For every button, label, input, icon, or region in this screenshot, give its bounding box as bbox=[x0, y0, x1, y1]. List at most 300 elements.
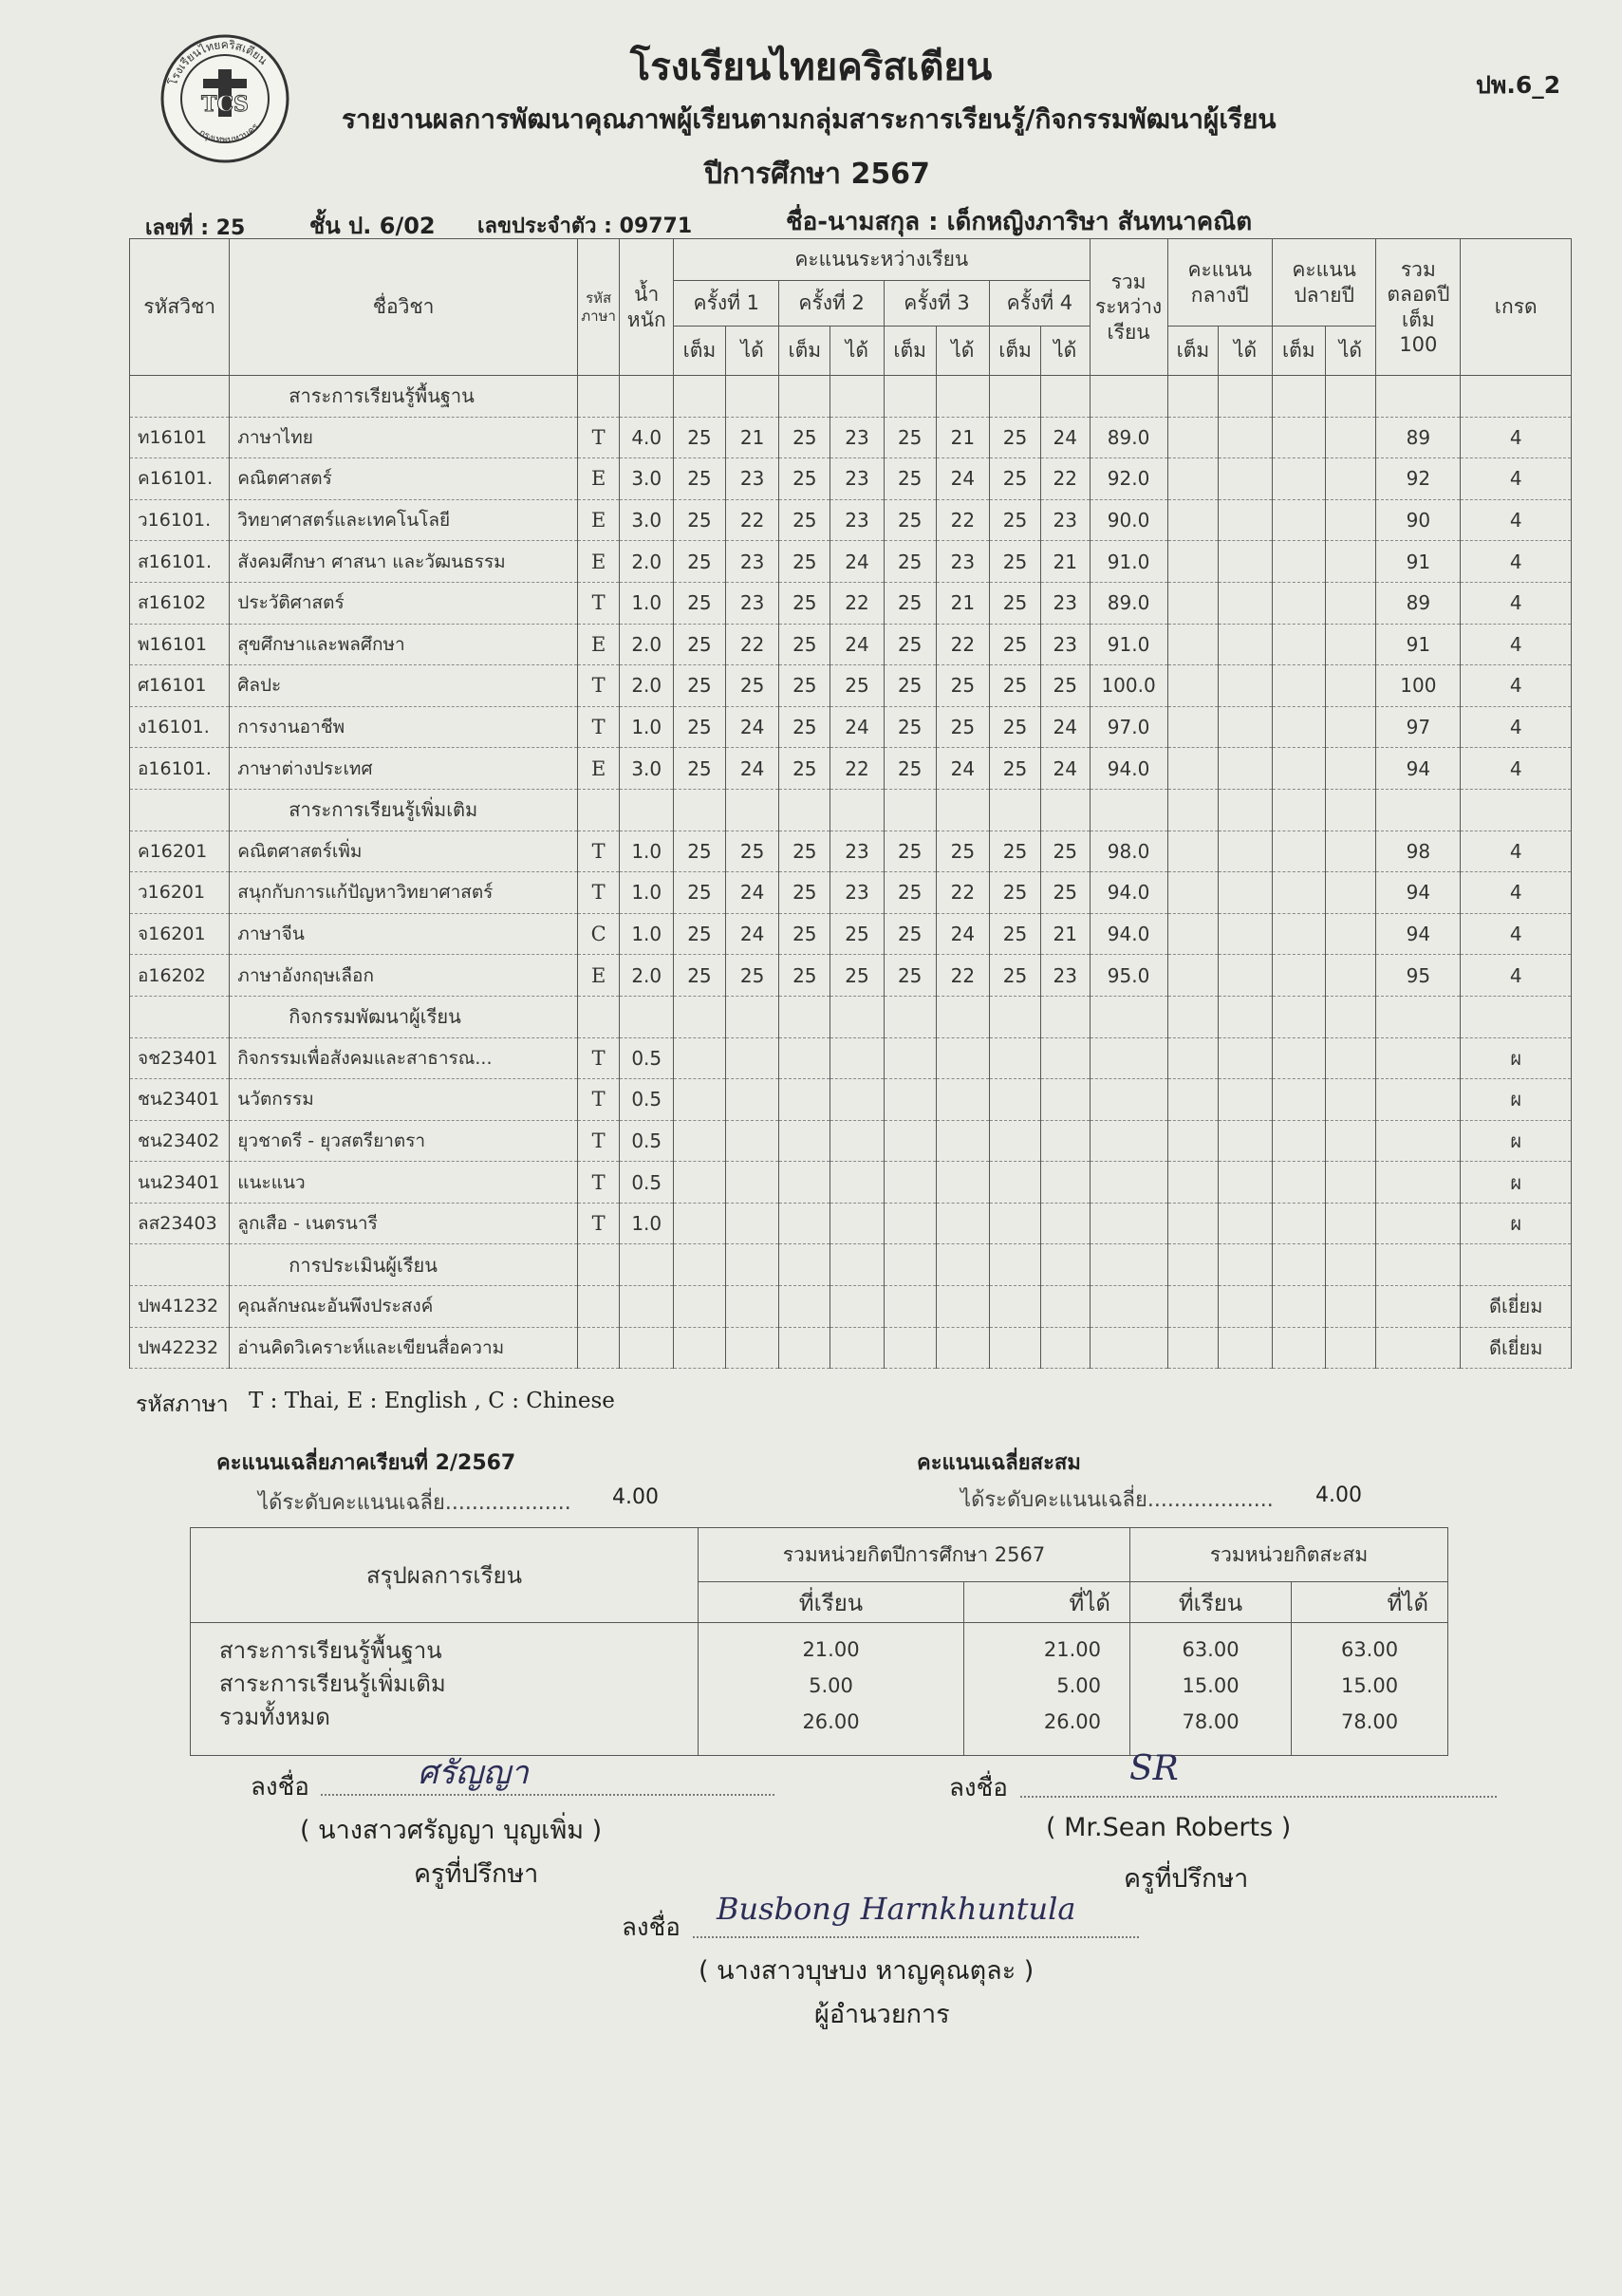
subject-name: อ่านคิดวิเคราะห์และเขียนสื่อความ bbox=[230, 1327, 578, 1369]
earned-score: 25 bbox=[725, 955, 779, 997]
empty-cell bbox=[1272, 1037, 1325, 1079]
code-cell bbox=[130, 996, 230, 1037]
earned-score bbox=[936, 1286, 990, 1328]
full-score: 25 bbox=[779, 955, 830, 997]
student-id: เลขประจำตัว : 09771 bbox=[477, 215, 693, 238]
summary-value: 63.00 bbox=[1182, 1638, 1240, 1661]
full-score: 25 bbox=[990, 706, 1041, 748]
summary-value: 26.00 bbox=[1043, 1709, 1102, 1733]
subject-name: สนุกกับการแก้ปัญหาวิทยาศาสตร์ bbox=[230, 872, 578, 914]
empty-cell bbox=[1219, 955, 1273, 997]
subject-name: ภาษาอังกฤษเลือก bbox=[230, 955, 578, 997]
earned-score bbox=[725, 1162, 779, 1204]
code-cell bbox=[130, 1244, 230, 1286]
empty-cell bbox=[1219, 1203, 1273, 1244]
empty-cell bbox=[1272, 458, 1325, 500]
section-row bbox=[130, 996, 1572, 1037]
col-header-year-total bbox=[1376, 239, 1461, 376]
empty-cell bbox=[1325, 1286, 1376, 1328]
full-score: 25 bbox=[884, 499, 936, 541]
full-score: 25 bbox=[884, 458, 936, 500]
summary-label: สาระการเรียนรู้เพิ่มเติม bbox=[219, 1670, 446, 1697]
year-total bbox=[1376, 1079, 1461, 1121]
subject-name: ประวัติศาสตร์ bbox=[230, 582, 578, 624]
col-header-code: รหัสวิชา bbox=[130, 239, 230, 376]
earned-score bbox=[1040, 1203, 1090, 1244]
credit-weight: 0.5 bbox=[620, 1037, 674, 1079]
empty-cell bbox=[1167, 458, 1219, 500]
empty-cell bbox=[830, 789, 885, 831]
earned-score bbox=[830, 1203, 885, 1244]
subject-code: ง16101. bbox=[130, 706, 230, 748]
earned-score bbox=[936, 1162, 990, 1204]
credit-weight: 0.5 bbox=[620, 1120, 674, 1162]
summary-cum-earned-header: ที่ได้ bbox=[1292, 1582, 1448, 1623]
language-code: E bbox=[577, 624, 620, 665]
empty-cell bbox=[990, 376, 1041, 418]
section-label: การประเมินผู้เรียน bbox=[230, 1244, 578, 1286]
credit-weight bbox=[620, 1327, 674, 1369]
term-average-value: 4.00 bbox=[612, 1485, 659, 1509]
earned-score: 25 bbox=[830, 955, 885, 997]
empty-cell bbox=[936, 1244, 990, 1286]
subject-name: ภาษาไทย bbox=[230, 417, 578, 458]
col-header-round4: ครั้งที่ 4 bbox=[990, 281, 1090, 327]
full-score: 25 bbox=[990, 417, 1041, 458]
empty-cell bbox=[990, 996, 1041, 1037]
during-total: 91.0 bbox=[1090, 624, 1167, 665]
during-total bbox=[1090, 1162, 1167, 1204]
col-header-lang bbox=[577, 239, 620, 376]
director-sign-label: ลงชื่อ bbox=[622, 1913, 680, 1942]
col-header-weight bbox=[620, 239, 674, 376]
earned-score: 25 bbox=[936, 706, 990, 748]
grade-cell: 4 bbox=[1461, 831, 1572, 872]
language-code: T bbox=[577, 706, 620, 748]
empty-cell bbox=[830, 376, 885, 418]
credit-weight: 2.0 bbox=[620, 955, 674, 997]
col-header-got: ได้ bbox=[1325, 327, 1376, 376]
earned-score: 24 bbox=[936, 913, 990, 955]
empty-cell bbox=[1325, 1162, 1376, 1204]
empty-cell bbox=[779, 376, 830, 418]
full-score: 25 bbox=[674, 955, 726, 997]
right-sign-label: ลงชื่อ bbox=[949, 1774, 1008, 1802]
empty-cell bbox=[1272, 376, 1325, 418]
during-total: 100.0 bbox=[1090, 665, 1167, 707]
summary-value: 21.00 bbox=[1043, 1638, 1102, 1661]
subject-row bbox=[130, 1162, 1572, 1204]
empty-cell bbox=[1167, 499, 1219, 541]
empty-cell bbox=[1272, 1120, 1325, 1162]
year-total: 97 bbox=[1376, 706, 1461, 748]
empty-cell bbox=[1167, 706, 1219, 748]
earned-score: 24 bbox=[936, 748, 990, 790]
full-score: 25 bbox=[779, 748, 830, 790]
earned-score: 24 bbox=[1040, 706, 1090, 748]
during-total: 91.0 bbox=[1090, 541, 1167, 583]
empty-cell bbox=[1272, 541, 1325, 583]
earned-score: 23 bbox=[830, 499, 885, 541]
full-score: 25 bbox=[674, 748, 726, 790]
full-score: 25 bbox=[779, 831, 830, 872]
empty-cell bbox=[1325, 1327, 1376, 1369]
earned-score: 24 bbox=[725, 706, 779, 748]
empty-cell bbox=[1167, 1037, 1219, 1079]
summary-label: รวมทั้งหมด bbox=[219, 1703, 330, 1730]
earned-score: 24 bbox=[830, 624, 885, 665]
empty-cell bbox=[1167, 1162, 1219, 1204]
full-score: 25 bbox=[884, 541, 936, 583]
empty-cell bbox=[577, 789, 620, 831]
earned-score: 25 bbox=[725, 831, 779, 872]
grade-cell: ผ bbox=[1461, 1203, 1572, 1244]
cumulative-average-label: คะแนนเฉลี่ยสะสม bbox=[917, 1451, 1081, 1475]
credit-weight bbox=[620, 1286, 674, 1328]
empty-cell bbox=[1219, 417, 1273, 458]
empty-cell bbox=[1272, 872, 1325, 914]
empty-cell bbox=[779, 1244, 830, 1286]
earned-score: 21 bbox=[725, 417, 779, 458]
full-score: 25 bbox=[884, 582, 936, 624]
grade-cell: 4 bbox=[1461, 706, 1572, 748]
summary-value: 15.00 bbox=[1182, 1673, 1240, 1697]
full-score bbox=[884, 1037, 936, 1079]
subject-row bbox=[130, 913, 1572, 955]
language-code: T bbox=[577, 1079, 620, 1121]
credit-weight: 1.0 bbox=[620, 872, 674, 914]
earned-score: 22 bbox=[936, 872, 990, 914]
year-total: 92 bbox=[1376, 458, 1461, 500]
director-sign-line bbox=[693, 1936, 1139, 1938]
full-score: 25 bbox=[990, 955, 1041, 997]
during-total: 94.0 bbox=[1090, 748, 1167, 790]
full-score: 25 bbox=[884, 831, 936, 872]
earned-score bbox=[1040, 1079, 1090, 1121]
empty-cell bbox=[1219, 913, 1273, 955]
empty-cell bbox=[725, 376, 779, 418]
subject-code: ส16101. bbox=[130, 541, 230, 583]
empty-cell bbox=[1090, 996, 1167, 1037]
full-score bbox=[884, 1162, 936, 1204]
summary-year-studied bbox=[699, 1623, 964, 1756]
earned-score: 22 bbox=[936, 955, 990, 997]
year-total bbox=[1376, 1120, 1461, 1162]
report-title: รายงานผลการพัฒนาคุณภาพผู้เรียนตามกลุ่มสาระการเรียนรู้/กิจกรรมพัฒนาผู้เรียน bbox=[342, 103, 1277, 135]
subject-row bbox=[130, 582, 1572, 624]
col-header-got: ได้ bbox=[936, 327, 990, 376]
year-total-line3: เต็ม bbox=[1402, 308, 1435, 331]
subject-code: อ16101. bbox=[130, 748, 230, 790]
earned-score bbox=[725, 1286, 779, 1328]
year-total: 94 bbox=[1376, 748, 1461, 790]
empty-cell bbox=[1272, 582, 1325, 624]
empty-cell bbox=[1040, 996, 1090, 1037]
empty-cell bbox=[674, 1244, 726, 1286]
during-total: 95.0 bbox=[1090, 955, 1167, 997]
full-score: 25 bbox=[990, 624, 1041, 665]
section-label: สาระการเรียนรู้พื้นฐาน bbox=[230, 376, 578, 418]
subject-name: แนะแนว bbox=[230, 1162, 578, 1204]
subject-code: ค16201 bbox=[130, 831, 230, 872]
left-signer-name: ( นางสาวศรัญญา บุญเพิ่ม ) bbox=[300, 1816, 603, 1845]
empty-cell bbox=[1325, 499, 1376, 541]
during-total: 89.0 bbox=[1090, 582, 1167, 624]
school-name: โรงเรียนไทยคริสเตียน bbox=[629, 46, 993, 89]
empty-cell bbox=[1325, 748, 1376, 790]
empty-cell bbox=[1325, 458, 1376, 500]
full-score: 25 bbox=[884, 748, 936, 790]
subject-row bbox=[130, 1286, 1572, 1328]
col-header-round2: ครั้งที่ 2 bbox=[779, 281, 884, 327]
empty-cell bbox=[1219, 1120, 1273, 1162]
summary-labels bbox=[191, 1623, 699, 1756]
section-label: สาระการเรียนรู้เพิ่มเติม bbox=[230, 789, 578, 831]
subject-name: วิทยาศาสตร์และเทคโนโลยี bbox=[230, 499, 578, 541]
during-total: 94.0 bbox=[1090, 913, 1167, 955]
full-score: 25 bbox=[779, 872, 830, 914]
logo-initials: TCS bbox=[201, 92, 249, 117]
year-total bbox=[1376, 1203, 1461, 1244]
during-total bbox=[1090, 1079, 1167, 1121]
left-sign-label: ลงชื่อ bbox=[251, 1773, 309, 1801]
section-row bbox=[130, 789, 1572, 831]
credit-weight: 2.0 bbox=[620, 624, 674, 665]
grade-cell: 4 bbox=[1461, 499, 1572, 541]
empty-cell bbox=[1167, 872, 1219, 914]
subject-row bbox=[130, 955, 1572, 997]
full-score: 25 bbox=[779, 913, 830, 955]
during-total bbox=[1090, 1037, 1167, 1079]
full-score bbox=[779, 1079, 830, 1121]
year-total: 95 bbox=[1376, 955, 1461, 997]
earned-score: 23 bbox=[936, 541, 990, 583]
empty-cell bbox=[620, 996, 674, 1037]
earned-score bbox=[936, 1120, 990, 1162]
subject-name: ภาษาจีน bbox=[230, 913, 578, 955]
subject-row bbox=[130, 1079, 1572, 1121]
empty-cell bbox=[1219, 458, 1273, 500]
empty-cell bbox=[1325, 1120, 1376, 1162]
full-score bbox=[779, 1327, 830, 1369]
summary-value: 5.00 bbox=[1056, 1673, 1102, 1697]
full-score bbox=[674, 1037, 726, 1079]
during-total bbox=[1090, 1203, 1167, 1244]
subject-name: คณิตศาสตร์เพิ่ม bbox=[230, 831, 578, 872]
empty-cell bbox=[620, 1244, 674, 1286]
during-total: 97.0 bbox=[1090, 706, 1167, 748]
language-code: E bbox=[577, 499, 620, 541]
year-total: 89 bbox=[1376, 417, 1461, 458]
subject-code: จช23401 bbox=[130, 1037, 230, 1079]
empty-cell bbox=[620, 789, 674, 831]
language-code: T bbox=[577, 831, 620, 872]
empty-cell bbox=[1272, 789, 1325, 831]
earned-score: 23 bbox=[830, 417, 885, 458]
subject-code: จ16201 bbox=[130, 913, 230, 955]
full-score: 25 bbox=[674, 831, 726, 872]
earned-score: 25 bbox=[936, 665, 990, 707]
year-total-line4: 100 bbox=[1399, 332, 1438, 356]
empty-cell bbox=[577, 996, 620, 1037]
midterm-line2: กลางปี bbox=[1190, 283, 1249, 307]
full-score bbox=[779, 1286, 830, 1328]
full-score bbox=[779, 1037, 830, 1079]
empty-cell bbox=[1167, 1327, 1219, 1369]
empty-cell bbox=[1219, 582, 1273, 624]
during-total bbox=[1090, 1327, 1167, 1369]
during-total: 94.0 bbox=[1090, 872, 1167, 914]
empty-cell bbox=[1461, 789, 1572, 831]
year-total: 98 bbox=[1376, 831, 1461, 872]
earned-score bbox=[936, 1203, 990, 1244]
summary-value: 21.00 bbox=[802, 1638, 860, 1661]
grade-cell: 4 bbox=[1461, 624, 1572, 665]
empty-cell bbox=[1376, 1244, 1461, 1286]
col-header-full: เต็ม bbox=[884, 327, 936, 376]
grade-cell: 4 bbox=[1461, 913, 1572, 955]
col-header-round1: ครั้งที่ 1 bbox=[674, 281, 779, 327]
earned-score bbox=[725, 1327, 779, 1369]
empty-cell bbox=[1325, 541, 1376, 583]
subject-code: ลส23403 bbox=[130, 1203, 230, 1244]
director-role: ผู้อำนวยการ bbox=[814, 2000, 950, 2029]
full-score: 25 bbox=[779, 458, 830, 500]
language-code: T bbox=[577, 1120, 620, 1162]
subject-code: ปพ42232 bbox=[130, 1327, 230, 1369]
code-cell bbox=[130, 376, 230, 418]
credit-weight: 3.0 bbox=[620, 499, 674, 541]
earned-score bbox=[936, 1327, 990, 1369]
subject-name: ศิลปะ bbox=[230, 665, 578, 707]
earned-score bbox=[725, 1203, 779, 1244]
earned-score: 22 bbox=[725, 499, 779, 541]
empty-cell bbox=[1272, 417, 1325, 458]
empty-cell bbox=[1325, 913, 1376, 955]
credit-weight: 1.0 bbox=[620, 831, 674, 872]
credit-weight: 3.0 bbox=[620, 748, 674, 790]
section-label: กิจกรรมพัฒนาผู้เรียน bbox=[230, 996, 578, 1037]
subject-row bbox=[130, 458, 1572, 500]
earned-score: 22 bbox=[936, 499, 990, 541]
grade-cell: 4 bbox=[1461, 665, 1572, 707]
empty-cell bbox=[725, 1244, 779, 1286]
full-score bbox=[990, 1162, 1041, 1204]
empty-cell bbox=[830, 1244, 885, 1286]
language-code: T bbox=[577, 582, 620, 624]
empty-cell bbox=[1167, 1286, 1219, 1328]
during-total: 92.0 bbox=[1090, 458, 1167, 500]
summary-value: 78.00 bbox=[1340, 1709, 1399, 1733]
summary-year-earned-header: ที่ได้ bbox=[964, 1582, 1130, 1623]
grade-cell: 4 bbox=[1461, 417, 1572, 458]
subject-name: ลูกเสือ - เนตรนารี bbox=[230, 1203, 578, 1244]
earned-score bbox=[1040, 1327, 1090, 1369]
credit-weight: 2.0 bbox=[620, 541, 674, 583]
empty-cell bbox=[1167, 831, 1219, 872]
subject-row bbox=[130, 417, 1572, 458]
year-total-line1: รวม bbox=[1400, 258, 1436, 281]
earned-score: 21 bbox=[1040, 913, 1090, 955]
earned-score bbox=[1040, 1286, 1090, 1328]
full-score bbox=[990, 1120, 1041, 1162]
subject-name: กิจกรรมเพื่อสังคมและสาธารณ... bbox=[230, 1037, 578, 1079]
credit-weight: 1.0 bbox=[620, 913, 674, 955]
empty-cell bbox=[1461, 1244, 1572, 1286]
grade-cell: 4 bbox=[1461, 872, 1572, 914]
empty-cell bbox=[1167, 996, 1219, 1037]
subject-name: สุขศึกษาและพลศึกษา bbox=[230, 624, 578, 665]
grades-table bbox=[129, 238, 1572, 1369]
empty-cell bbox=[1219, 499, 1273, 541]
empty-cell bbox=[1167, 541, 1219, 583]
total-during-line1: รวม bbox=[1110, 271, 1147, 294]
right-signer-name: ( Mr.Sean Roberts ) bbox=[1046, 1813, 1292, 1842]
language-code: E bbox=[577, 541, 620, 583]
left-signature: ศรัญญา bbox=[418, 1754, 529, 1792]
credit-weight: 0.5 bbox=[620, 1162, 674, 1204]
empty-cell bbox=[1272, 624, 1325, 665]
empty-cell bbox=[1090, 789, 1167, 831]
subject-name: ยุวชาดรี - ยุวสตรียาตรา bbox=[230, 1120, 578, 1162]
empty-cell bbox=[1219, 1286, 1273, 1328]
empty-cell bbox=[577, 1244, 620, 1286]
full-score bbox=[674, 1286, 726, 1328]
year-total bbox=[1376, 1162, 1461, 1204]
summary-value: 63.00 bbox=[1340, 1638, 1399, 1661]
earned-score: 22 bbox=[830, 748, 885, 790]
language-legend-text: T : Thai, E : English , C : Chinese bbox=[249, 1389, 615, 1413]
grade-cell: ผ bbox=[1461, 1037, 1572, 1079]
summary-title: สรุปผลการเรียน bbox=[191, 1528, 699, 1623]
empty-cell bbox=[1219, 1244, 1273, 1286]
col-header-full: เต็ม bbox=[1272, 327, 1325, 376]
subject-row bbox=[130, 706, 1572, 748]
subject-row bbox=[130, 499, 1572, 541]
empty-cell bbox=[1167, 789, 1219, 831]
empty-cell bbox=[779, 789, 830, 831]
full-score: 25 bbox=[990, 499, 1041, 541]
empty-cell bbox=[1325, 417, 1376, 458]
subject-code: อ16202 bbox=[130, 955, 230, 997]
col-header-got: ได้ bbox=[725, 327, 779, 376]
empty-cell bbox=[1272, 665, 1325, 707]
full-score bbox=[674, 1120, 726, 1162]
summary-value: 5.00 bbox=[809, 1673, 853, 1697]
full-score: 25 bbox=[674, 499, 726, 541]
earned-score: 21 bbox=[936, 582, 990, 624]
full-score: 25 bbox=[990, 541, 1041, 583]
full-score: 25 bbox=[990, 458, 1041, 500]
subject-row bbox=[130, 748, 1572, 790]
subject-code: พ16101 bbox=[130, 624, 230, 665]
credit-weight: 3.0 bbox=[620, 458, 674, 500]
earned-score: 24 bbox=[1040, 748, 1090, 790]
col-header-during: คะแนนระหว่างเรียน bbox=[674, 239, 1090, 281]
grade-cell: 4 bbox=[1461, 955, 1572, 997]
total-during-line3: เรียน bbox=[1107, 320, 1150, 344]
empty-cell bbox=[884, 996, 936, 1037]
earned-score: 24 bbox=[725, 748, 779, 790]
cumulative-average-value: 4.00 bbox=[1315, 1484, 1362, 1507]
language-code: T bbox=[577, 417, 620, 458]
during-total: 90.0 bbox=[1090, 499, 1167, 541]
empty-cell bbox=[1167, 1120, 1219, 1162]
full-score bbox=[990, 1203, 1041, 1244]
empty-cell bbox=[1219, 748, 1273, 790]
empty-cell bbox=[990, 1244, 1041, 1286]
empty-cell bbox=[1219, 1327, 1273, 1369]
